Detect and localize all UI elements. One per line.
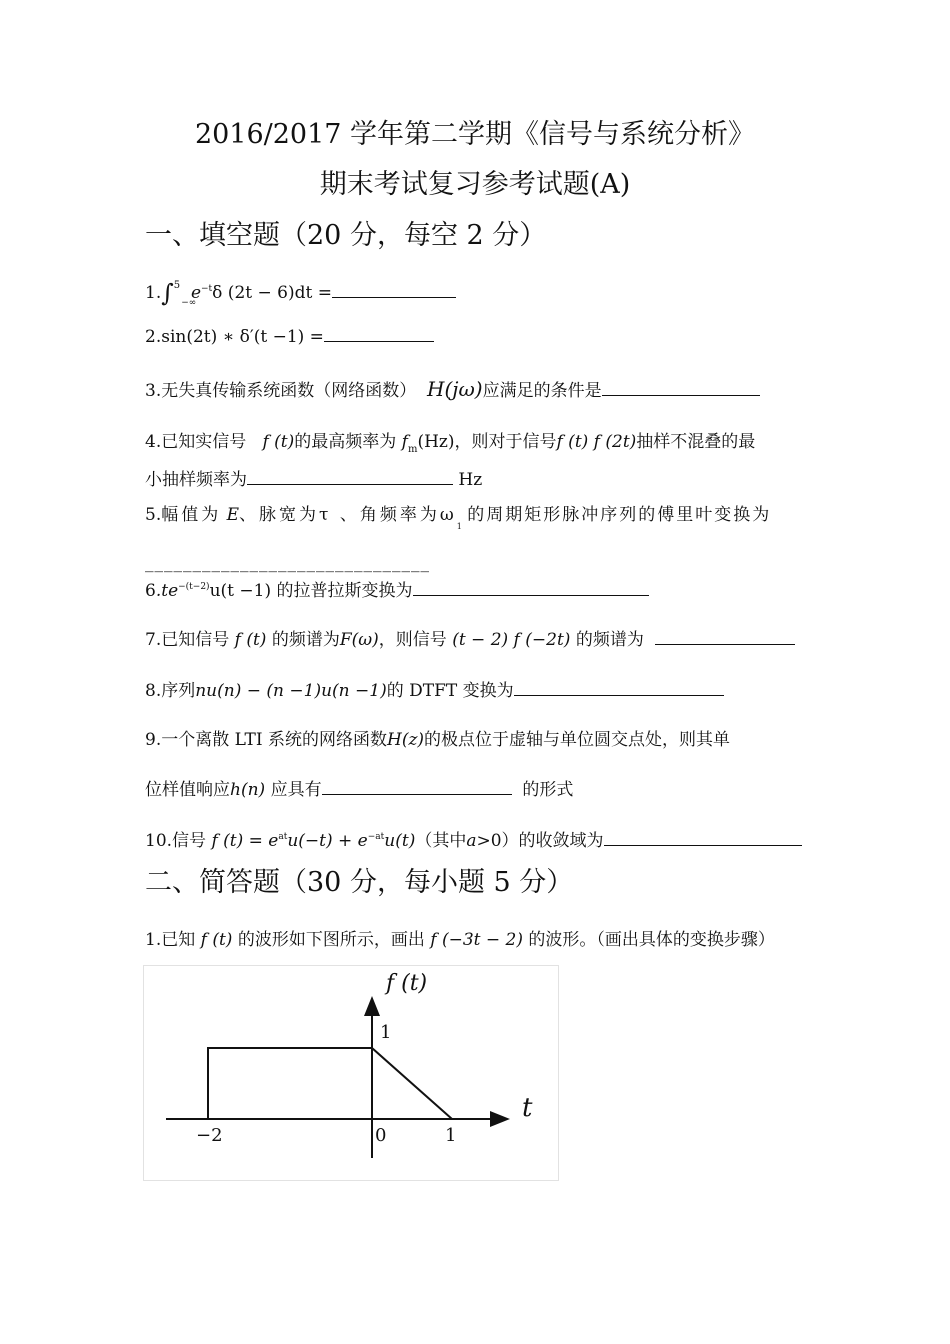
waveform-figure <box>143 965 559 1181</box>
q4-answer-blank[interactable] <box>247 483 453 485</box>
q7-text-c: ，则信号 <box>378 630 447 650</box>
y-axis-label: f (t) <box>386 971 428 996</box>
q6-exponent: −(t−2) <box>178 582 210 592</box>
q6-answer-blank[interactable] <box>413 594 649 596</box>
q4-number: 4. <box>145 432 162 452</box>
q6-pre: .te <box>155 581 179 601</box>
q2-number: 2. <box>145 327 162 347</box>
section2-heading: 二、简答题（30 分，每小题 5 分） <box>145 867 574 898</box>
q2-expression: sin(2t) ∗ δ′(t −1) = <box>161 327 324 347</box>
question-9 <box>145 725 730 750</box>
s2q1-text-a: 1.已知 <box>145 930 196 950</box>
q8-text-a: 序列 <box>161 681 196 701</box>
q4-unit: Hz <box>458 470 483 490</box>
tick-label-y1: 1 <box>380 1022 392 1043</box>
q6-post: u(t −1) 的拉普拉斯变换为 <box>209 581 413 601</box>
q9-answer-blank[interactable] <box>322 793 512 795</box>
q9-text-b: 的极点位于虚轴与单位圆交点处，则其单 <box>424 730 731 750</box>
q2-answer-blank[interactable] <box>324 340 434 342</box>
waveform-plot <box>144 966 558 1180</box>
q8-expression: nu(n) − (n −1)u(n −1) <box>195 681 387 701</box>
q7-number: 7. <box>145 630 162 650</box>
q10-a: a <box>466 831 477 851</box>
question-9-line2 <box>145 775 573 800</box>
q8-number: 8. <box>145 681 162 701</box>
q9-number: 9. <box>145 730 162 750</box>
q8-text-b: 的 DTFT 变换为 <box>386 681 514 701</box>
question-6 <box>145 576 649 601</box>
integral-upper-limit: 5 <box>173 280 181 291</box>
q9-text-a: 一个离散 LTI 系统的网络函数 <box>161 730 387 750</box>
q1-answer-blank[interactable] <box>332 296 456 298</box>
q1-expression: δ (2t − 6)dt = <box>212 283 332 303</box>
q4-f2: f (t) f (2t) <box>556 432 637 452</box>
q4-fm: f <box>401 432 408 452</box>
q10-mid: u(−t) + e <box>287 831 368 851</box>
waveform-line <box>208 1048 452 1119</box>
question-5 <box>145 500 772 531</box>
s2q1-text-c: 的波形。（画出具体的变换步骤） <box>528 930 775 950</box>
question-4 <box>145 427 756 455</box>
y-axis-arrow <box>364 996 380 1016</box>
q9-line2-a: 位样值响应 <box>145 780 230 800</box>
q7-text-a: 已知信号 <box>161 630 230 650</box>
q5-number: 5. <box>145 505 162 525</box>
q5-answer-blank[interactable]: ______________________________ <box>145 553 430 573</box>
q1-e: e <box>190 283 201 303</box>
q1-exponent: −t <box>201 284 213 294</box>
q7-text-d: 的频谱为 <box>575 630 644 650</box>
x-axis-label: t <box>522 1093 533 1123</box>
tick-label-neg2: −2 <box>196 1125 223 1146</box>
q10-exp1: at <box>278 832 288 842</box>
q3-answer-blank[interactable] <box>602 394 760 396</box>
question-3 <box>145 376 760 401</box>
question-2 <box>145 327 434 347</box>
q10-text-a: 信号 <box>172 831 207 851</box>
question-4-line2 <box>145 465 482 490</box>
q10-f: f (t) = e <box>211 831 279 851</box>
q8-answer-blank[interactable] <box>514 694 724 696</box>
exam-title-line1: 2016/2017 学年第二学期《信号与系统分析》 <box>194 119 756 150</box>
q7-text-b: 的频谱为 <box>271 630 340 650</box>
q4-f1: f (t) <box>262 432 295 452</box>
tick-label-0: 0 <box>375 1125 387 1146</box>
q1-number: 1. <box>145 283 162 303</box>
q10-answer-blank[interactable] <box>604 844 802 846</box>
section2-question-1 <box>145 925 775 950</box>
s2q1-f2: f (−3t − 2) <box>430 930 523 950</box>
q9-line2-b: 应具有 <box>270 780 322 800</box>
q5-omega-sub: 1 <box>456 522 462 531</box>
q10-text-c: >0）的收敛域为 <box>476 831 604 851</box>
q7-F: F(ω) <box>339 630 379 650</box>
q4-fm-sub: m <box>407 444 418 455</box>
q7-f2: (t − 2) f (−2t) <box>452 630 571 650</box>
q9-H: H(z) <box>387 730 425 750</box>
integral-sign: ∫ <box>161 279 174 307</box>
tick-label-1: 1 <box>445 1125 457 1146</box>
q4-text-b: 的最高频率为 <box>294 432 397 452</box>
q9-h: h(n) <box>230 780 266 800</box>
q3-number: 3. <box>145 381 162 401</box>
q5-E: E <box>226 505 240 525</box>
q7-answer-blank[interactable] <box>655 643 795 645</box>
s2q1-f1: f (t) <box>200 930 233 950</box>
q3-text-b: 应满足的条件是 <box>482 381 602 401</box>
q5-text-c: 的周期矩形脉冲序列的傅里叶变换为 <box>467 505 772 525</box>
q10-text-b: （其中 <box>415 831 467 851</box>
q10-tail: u(t) <box>384 831 416 851</box>
q5-text-b: 、脉宽为τ 、角频率为ω <box>239 505 457 525</box>
q4-line2-text: 小抽样频率为 <box>145 470 247 490</box>
question-8 <box>145 676 724 701</box>
integral-lower-limit: −∞ <box>181 298 197 308</box>
q4-fm-unit: (Hz)，则对于信号 <box>417 432 557 452</box>
q3-expression: H(jω) <box>427 377 483 401</box>
exam-title-line2: 期末考试复习参考试题(A) <box>319 169 631 200</box>
question-7 <box>145 625 795 650</box>
question-1 <box>145 276 456 308</box>
x-axis-arrow <box>490 1111 510 1127</box>
q4-text-c: 抽样不混叠的最 <box>636 432 756 452</box>
q4-text-a: 已知实信号 <box>161 432 247 452</box>
q5-text-a: 幅值为 <box>161 505 222 525</box>
q10-exp2: −at <box>367 832 385 842</box>
q10-number: 10. <box>145 831 173 851</box>
question-10 <box>145 826 802 851</box>
q9-line2-c: 的形式 <box>522 780 574 800</box>
q3-text-a: 无失真传输系统函数（网络函数） <box>161 381 417 401</box>
s2q1-text-b: 的波形如下图所示，画出 <box>237 930 425 950</box>
q6-num-visible: 6 <box>145 581 156 601</box>
q7-f1: f (t) <box>234 630 267 650</box>
section1-heading: 一、填空题（20 分，每空 2 分） <box>145 220 547 251</box>
